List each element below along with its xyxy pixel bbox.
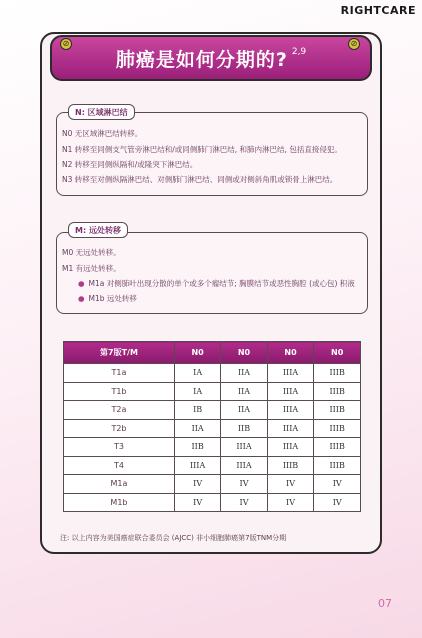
table-cell: IA [174,382,220,401]
table-cell: IIIA [221,456,267,475]
table-cell: IIIA [221,438,267,457]
table-cell: IIA [221,401,267,420]
table-cell: M1b [64,493,175,512]
brand-logo: RIGHTCARE [340,4,416,17]
bullet-icon: ● [78,279,85,288]
table-cell: IV [314,493,361,512]
table-cell: IV [221,493,267,512]
n-line-0: N0 无区域淋巴结转移。 [62,129,143,138]
staging-table [63,341,361,512]
table-cell: IV [267,475,314,494]
table-cell: T2a [64,401,175,420]
table-cell: T2b [64,419,175,438]
table-cell: IIIB [267,456,314,475]
page-title: 肺癌是如何分期的? [115,48,288,71]
table-cell: IIB [221,419,267,438]
table-cell: M1a [64,475,175,494]
table-header-cell: 第7版T/M [64,342,175,364]
table-cell: IIIB [314,438,361,457]
screw-icon: ⊘ [60,38,72,50]
m-section-tag: M: 远处转移 [68,222,128,238]
table-cell: IIIA [267,382,314,401]
table-cell: IIA [221,382,267,401]
m-line-1: M1 有远处转移。 [62,264,121,273]
table-row [64,419,361,438]
table-cell: IIIB [314,382,361,401]
n-line-1: N1 转移至同侧支气管旁淋巴结和/或同侧肺门淋巴结, 和肺内淋巴结, 包括直接侵犯。 [62,145,342,154]
table-header-cell: N0 [221,342,267,364]
table-row [64,364,361,383]
table-cell: IIIA [174,456,220,475]
table-cell: IIIA [267,364,314,383]
table-cell: IV [174,475,220,494]
table-row [64,456,361,475]
table-cell: IV [314,475,361,494]
table-cell: IIIB [314,364,361,383]
table-row [64,493,361,512]
n-line-3: N3 转移至对侧纵隔淋巴结、对侧肺门淋巴结、同侧或对侧斜角肌或锁骨上淋巴结。 [62,175,338,184]
m-bullet-text-1: M1b 远处转移 [88,294,137,303]
footnote: 注: 以上内容为美国癌症联合委员会 (AJCC) 非小细胞肺癌第7版TNM分期 [60,534,287,542]
table-cell: IIIA [267,401,314,420]
table-header-cell: N0 [314,342,361,364]
table-header-row [64,342,361,364]
table-cell: T3 [64,438,175,457]
m-line-0: M0 无远处转移。 [62,248,121,257]
table-cell: IB [174,401,220,420]
table-cell: IIIB [314,401,361,420]
table-row [64,401,361,420]
table-cell: IIB [174,438,220,457]
table-cell: IA [174,364,220,383]
table-cell: T4 [64,456,175,475]
table-cell: IV [267,493,314,512]
table-row [64,438,361,457]
table-row [64,382,361,401]
screw-icon: ⊘ [348,38,360,50]
table-cell: IIA [221,364,267,383]
m-bullet-item-0 [78,278,355,289]
table-cell: IIIA [267,419,314,438]
table-cell: IIA [174,419,220,438]
title-banner [50,35,372,81]
m-bullet-item-1 [78,293,137,304]
n-line-2: N2 转移至同侧纵隔和/或隆突下淋巴结。 [62,160,198,169]
n-section-tag: N: 区域淋巴结 [68,104,135,120]
table-cell: T1b [64,382,175,401]
page-number: 07 [378,597,392,610]
table-cell: T1a [64,364,175,383]
table-header-cell: N0 [267,342,314,364]
table-cell: IIIB [314,419,361,438]
table-row [64,475,361,494]
table-cell: IV [221,475,267,494]
table-cell: IIIB [314,456,361,475]
m-bullet-text-0: M1a 对侧肺叶出现分散的单个或多个瘤结节; 胸膜结节或恶性胸腔 (或心包) 积液 [88,279,355,288]
table-cell: IV [174,493,220,512]
table-header-cell: N0 [174,342,220,364]
bullet-icon: ● [78,294,85,303]
title-reference: 2,9 [291,47,307,57]
table-cell: IIIA [267,438,314,457]
